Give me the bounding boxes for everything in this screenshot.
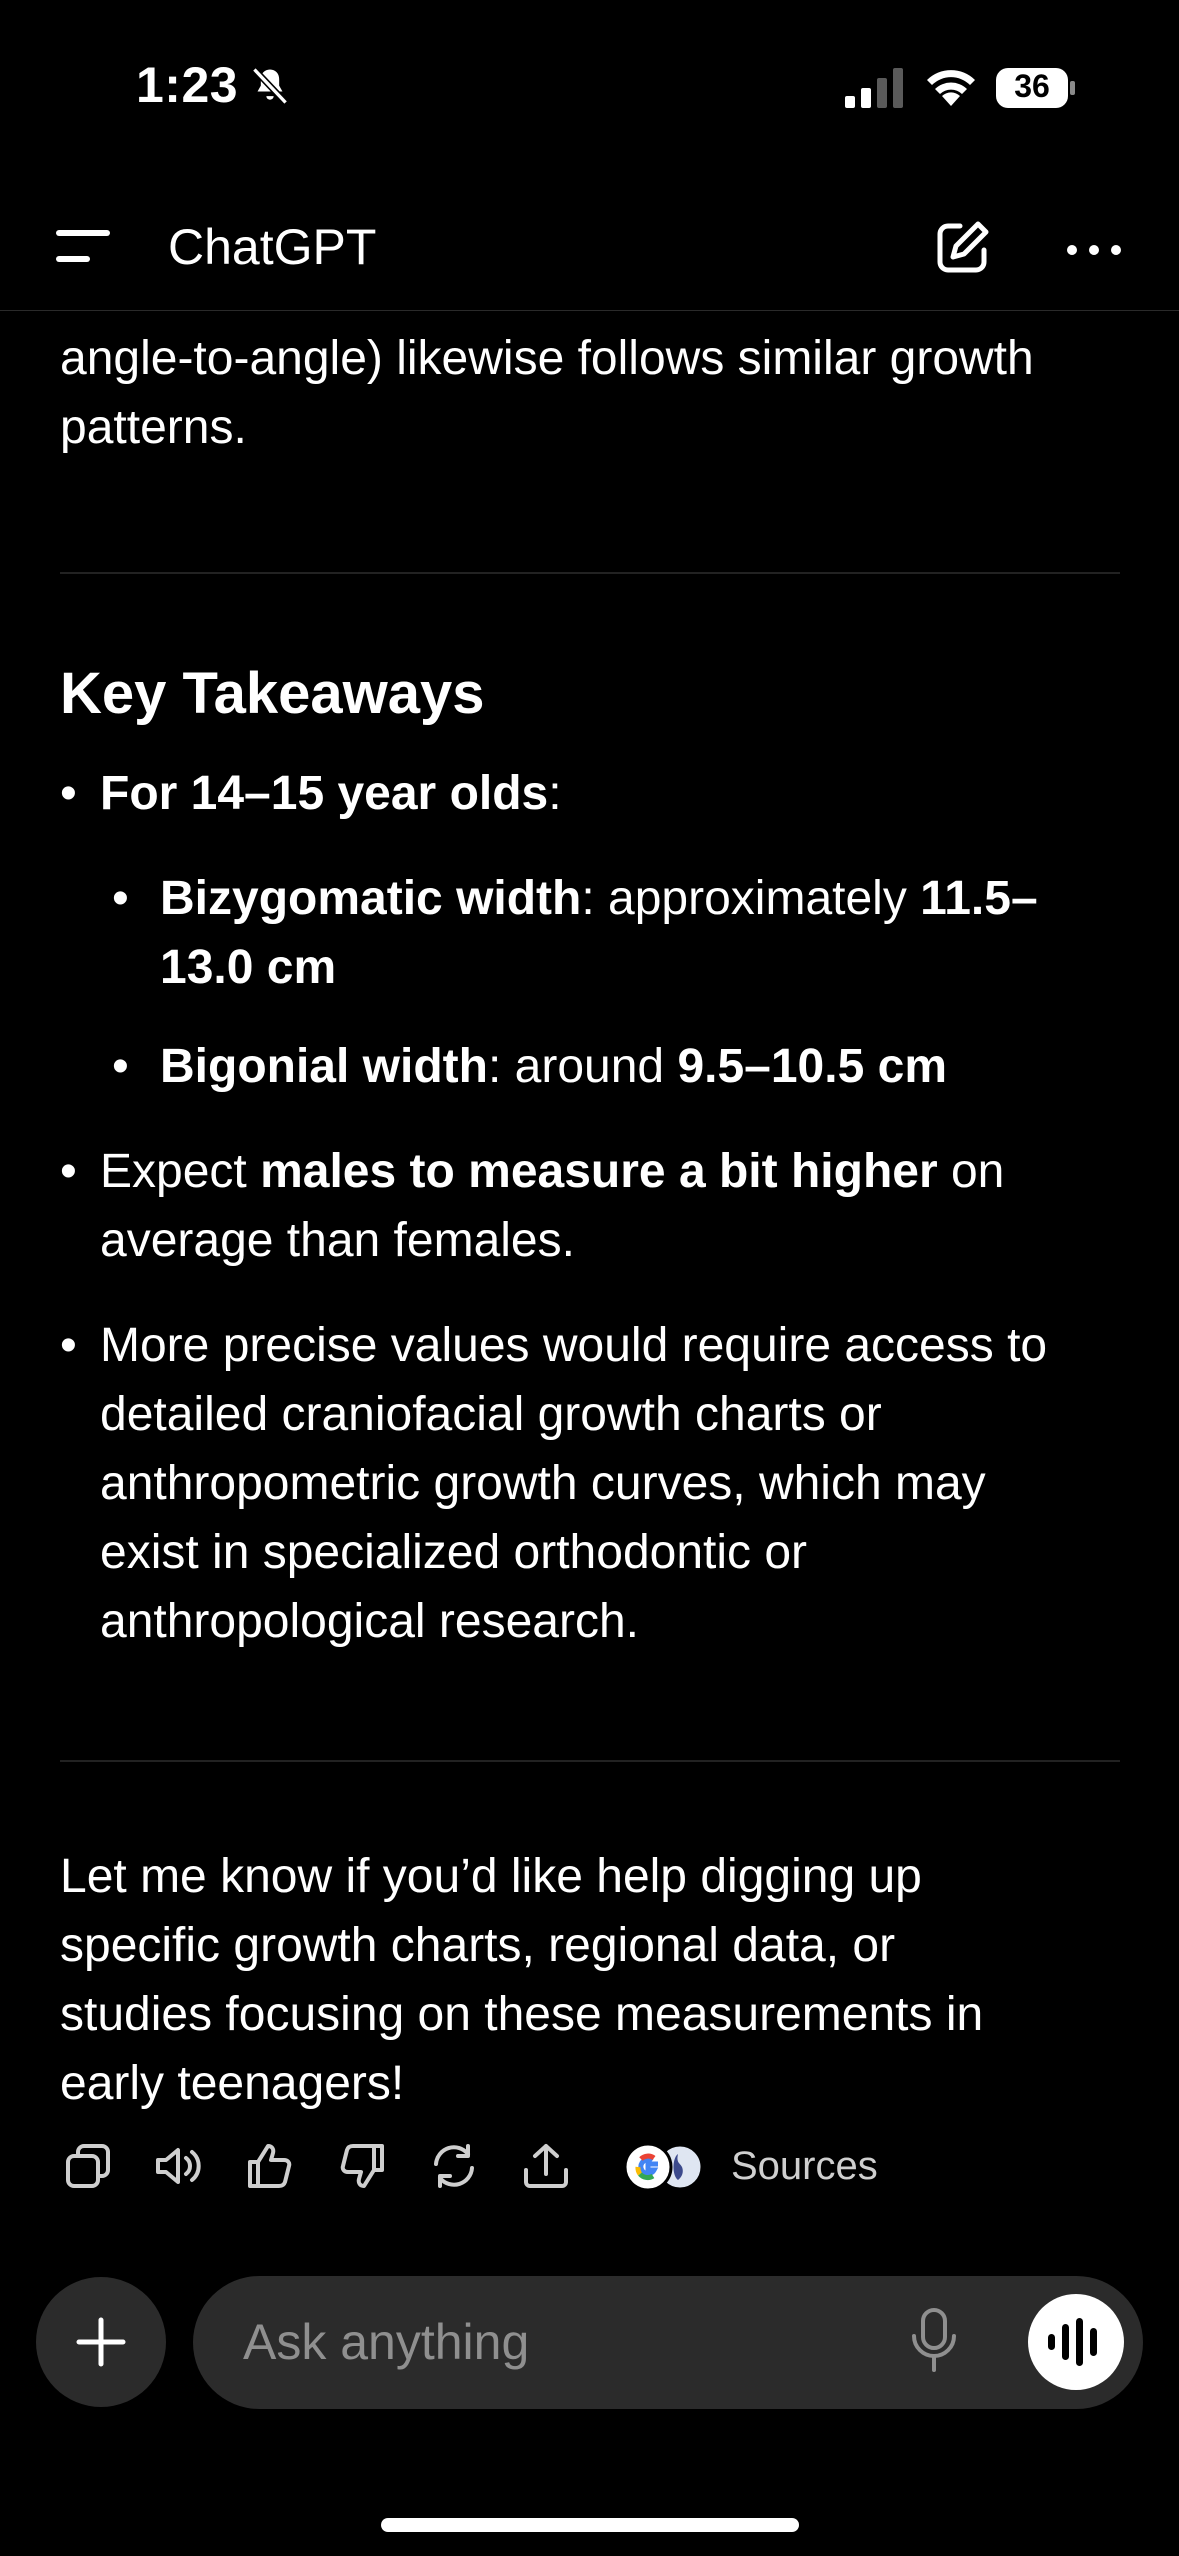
thumbs-up-icon[interactable] [244, 2140, 296, 2192]
read-aloud-icon[interactable] [152, 2140, 204, 2192]
takeaways-list [60, 759, 1120, 1656]
top-nav-bar [0, 190, 1179, 311]
assistant-message [60, 310, 1120, 2118]
sidebar-menu-icon[interactable] [54, 222, 114, 272]
list-item: • Bigonial width: around 9.5–10.5 cm [112, 1040, 947, 1093]
list-item: • Expect males to measure a bit higher on average than females. [60, 1145, 1005, 1267]
microphone-icon[interactable] [908, 2306, 960, 2378]
status-bar [0, 0, 1179, 170]
closing-line: studies focusing on these measurements in [60, 1988, 984, 2041]
list-item: • More precise values would require access to detailed craniofacial growth charts or anthropometric growth curves, which may exist in specialized orthodontic or anthropological research. [60, 1319, 1048, 1648]
home-indicator [381, 2518, 799, 2532]
status-time: 1:23 [136, 57, 239, 113]
closing-line: early teenagers! [60, 2057, 405, 2110]
list-item: • Bizygomatic width: approximately 11.5– 13.0 cm [112, 872, 1038, 994]
voice-mode-button[interactable] [1028, 2294, 1124, 2390]
regenerate-icon[interactable] [428, 2140, 480, 2192]
plus-icon [75, 2316, 127, 2368]
cellular-signal-icon [845, 68, 905, 108]
thumbs-down-icon[interactable] [336, 2140, 388, 2192]
add-attachment-button[interactable] [36, 2277, 166, 2407]
message-input[interactable] [241, 2306, 885, 2378]
waveform-icon [1046, 2316, 1106, 2368]
list-item: • For 14–15 year olds: [60, 767, 562, 820]
bell-muted-icon [248, 64, 292, 108]
intro-line: patterns. [60, 401, 247, 454]
sources-button[interactable]: Sources [731, 2144, 878, 2188]
sources-favicons-icon[interactable] [622, 2140, 712, 2194]
composer [193, 2276, 1143, 2409]
closing-line: specific growth charts, regional data, or [60, 1919, 896, 1972]
section-heading: Key Takeaways [60, 661, 485, 726]
closing-line: Let me know if you’d like help digging up [60, 1850, 922, 1903]
intro-line: angle-to-angle) likewise follows similar growth [60, 332, 1034, 385]
battery-level: 36 [1014, 68, 1050, 104]
new-chat-icon[interactable] [930, 216, 994, 280]
share-icon[interactable] [520, 2140, 572, 2192]
copy-icon[interactable] [62, 2140, 114, 2192]
more-options-icon[interactable] [1064, 230, 1124, 270]
wifi-icon [925, 62, 977, 108]
message-actions [60, 2140, 1120, 2210]
app-title: ChatGPT [168, 219, 377, 275]
